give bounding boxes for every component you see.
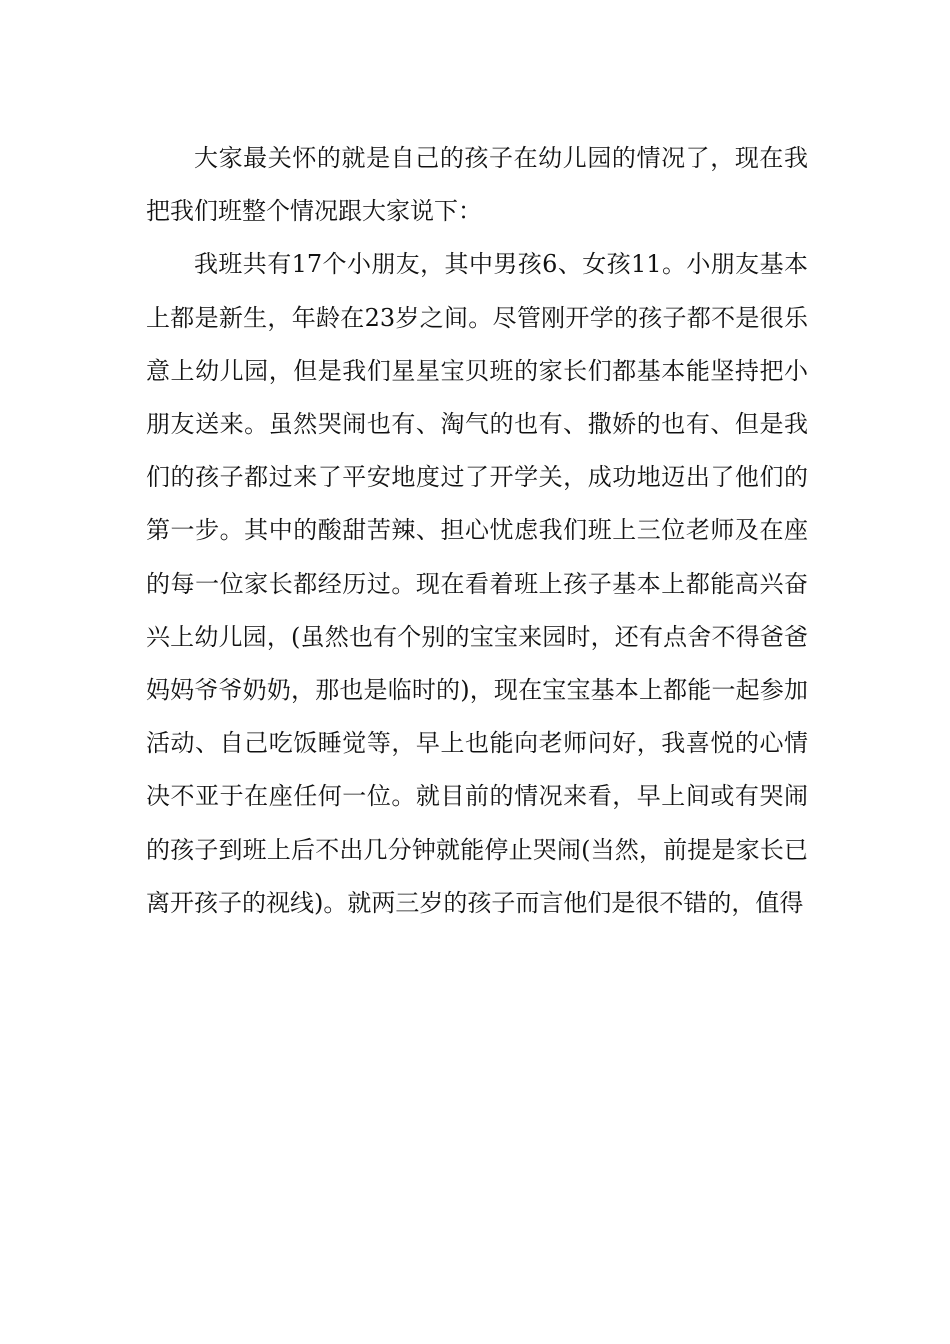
document-body: [146, 132, 808, 930]
paragraph-class-overview: 我班共有17个小朋友，其中男孩6、女孩11。小朋友基本上都是新生，年龄在23岁之间。尽管刚开学的孩子都不是很乐意上幼儿园，但是我们星星宝贝班的家长们都基本能坚持把小朋友送来。虽然哭闹也有、淘气的也有、撒娇的也有、但是我们的孩子都过来了平安地度过了开学关，成功地迈出了他们的第一步。其中的酸甜苦辣、担心忧虑我们班上三位老师及在座的每一位家长都经历过。现在看着班上孩子基本上都能高兴奋兴上幼儿园，(虽然也有个别的宝宝来园时，还有点舍不得爸爸妈妈爷爷奶奶，那也是临时的)，现在宝宝基本上都能一起参加活动、自己吃饭睡觉等，早上也能向老师问好，我喜悦的心情决不亚于在座任何一位。就目前的情况来看，早上间或有哭闹的孩子到班上后不出几分钟就能停止哭闹(当然，前提是家长已离开孩子的视线)。就两三岁的孩子而言他们是很不错的，值得: [146, 250, 808, 917]
paragraph-intro: 大家最关怀的就是自己的孩子在幼儿园的情况了，现在我把我们班整个情况跟大家说下：: [146, 144, 808, 226]
